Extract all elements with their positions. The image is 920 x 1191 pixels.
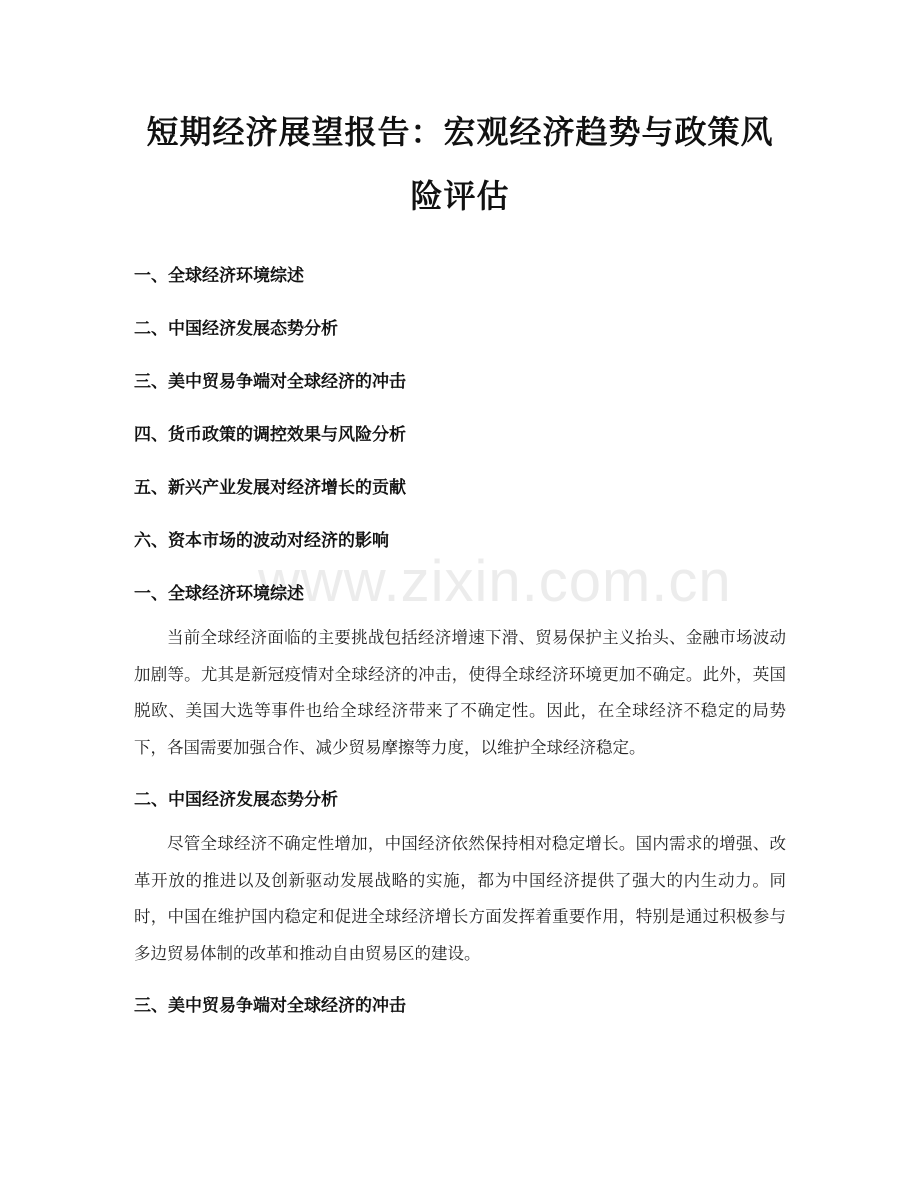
section-heading: 三、美中贸易争端对全球经济的冲击 bbox=[134, 996, 406, 1016]
section-heading: 二、中国经济发展态势分析 bbox=[134, 790, 338, 810]
toc-item: 六、资本市场的波动对经济的影响 bbox=[134, 531, 389, 551]
table-of-contents bbox=[134, 264, 786, 553]
section-global-economy bbox=[134, 582, 786, 766]
section-paragraph: 当前全球经济面临的主要挑战包括经济增速下滑、贸易保护主义抬头、金融市场波动加剧等。尤其是新冠疫情对全球经济的冲击，使得全球经济环境更加不确定。此外，英国脱欧、美国大选等事件也给全球经济带来了不确定性。因此，在全球经济不稳定的局势下，各国需要加强合作、减少贸易摩擦等力度，以维护全球经济稳定。 bbox=[134, 628, 786, 757]
toc-item: 五、新兴产业发展对经济增长的贡献 bbox=[134, 478, 406, 498]
document-content bbox=[134, 100, 786, 1018]
section-trade-dispute bbox=[134, 994, 786, 1018]
watermark: www.zixin.com.cn bbox=[258, 549, 732, 614]
toc-item: 四、货币政策的调控效果与风险分析 bbox=[134, 425, 406, 445]
section-china-economy bbox=[134, 788, 786, 972]
toc-item: 三、美中贸易争端对全球经济的冲击 bbox=[134, 372, 406, 392]
toc-item: 二、中国经济发展态势分析 bbox=[134, 319, 338, 339]
toc-item: 一、全球经济环境综述 bbox=[134, 266, 304, 286]
section-heading: 一、全球经济环境综述 bbox=[134, 584, 304, 604]
document-sections bbox=[134, 582, 786, 1018]
section-paragraph: 尽管全球经济不确定性增加，中国经济依然保持相对稳定增长。国内需求的增强、改革开放的推进以及创新驱动发展战略的实施，都为中国经济提供了强大的内生动力。同时，中国在维护国内稳定和促进全球经济增长方面发挥着重要作用，特别是通过积极参与多边贸易体制的改革和推动自由贸易区的建设。 bbox=[134, 834, 786, 963]
document-title: 短期经济展望报告：宏观经济趋势与政策风险评估 bbox=[146, 113, 774, 215]
